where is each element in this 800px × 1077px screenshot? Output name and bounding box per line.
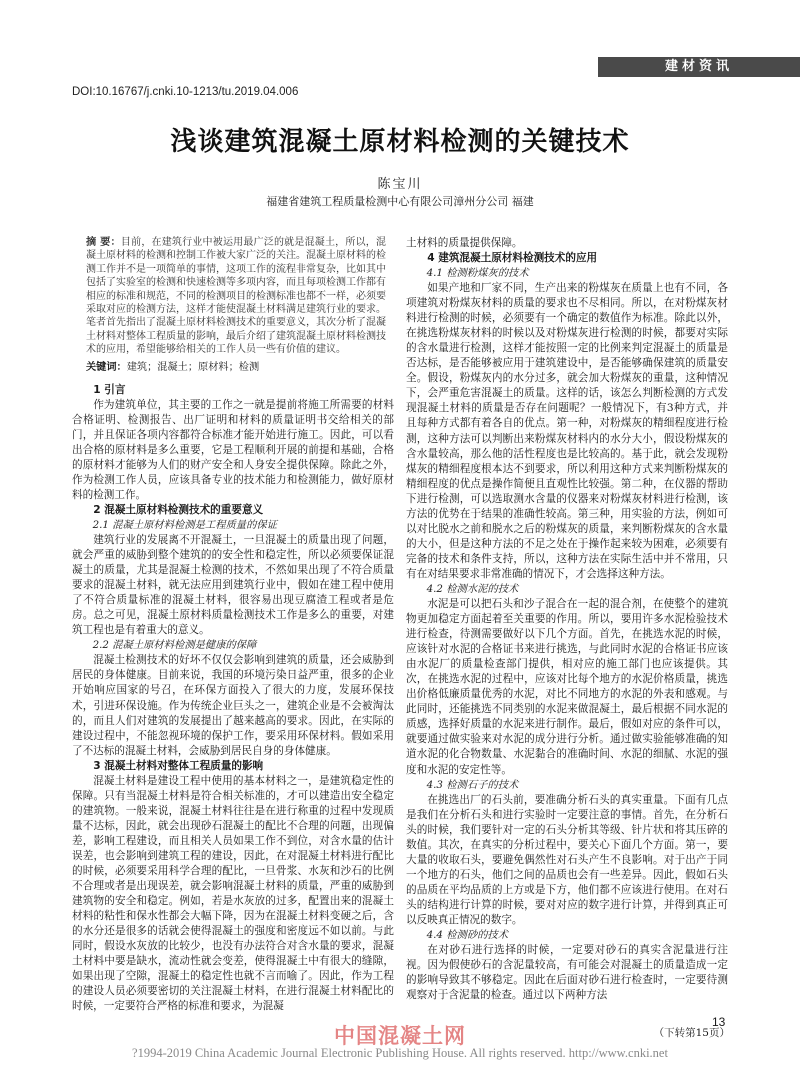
heading-2: 2 混凝土原材料检测技术的重要意义 xyxy=(93,504,264,517)
footer-copyright: ?1994-2019 China Academic Journal Electronic Publishing House. All rights reserved. http://www.cnki.net xyxy=(132,1046,668,1060)
affiliation: 福建省建筑工程质量检测中心有限公司漳州分公司 福建 xyxy=(266,195,534,208)
heading-intro: 1 引言 xyxy=(93,383,126,396)
abstract-text: 目前，在建筑行业中被运用最广泛的就是混凝土，所以，混凝土原材料的检测和控制工作被大家广泛的关注。混凝土原材料的检测工作并不是一项简单的事情，这项工作的流程非常复杂，比如其中包括了实验室的检测和快速检测等多项内容，而且每项检测工作都有相应的标准和规范，不同的检测项目的检测标准也都不一样，必须要采取对应的检测方法，这样才能使混凝土材料满足建筑行业的要求。笔者首先指出了混凝土原材料检测技术的重要意义，其次分析了混凝土材料对整体工程质量的影响，最后介绍了建筑混凝土原材料检测技术的应用，希望能够给相关的工作人员一些有价值的建议。 xyxy=(86,237,386,356)
paragraph-2-1: 建筑行业的发展离不开混凝土，一旦混凝土的质量出现了问题，就会严重的威胁到整个建筑的的安全性和稳定性，所以必须要保证混凝土的质量，尤其是混凝土检测的技术，不然如果出现了不符合质量要求的混凝土材料，就无法应用到建筑行业中，假如在建工程中使用了不符合质量标准的混凝土材料，很容易出现豆腐渣工程或者是危房。总之可见，混凝土原材料质量检测技术工作是多么的重要，对建筑工程也是有着重大的意义。 xyxy=(72,534,394,637)
section-tab: 建材资讯 xyxy=(598,57,800,77)
article-title: 浅谈建筑混凝土原材料检测的关键技术 xyxy=(170,127,630,157)
paragraph-intro: 作为建筑单位，其主要的工作之一就是提前将施工所需要的材料合格证明、检测报告、出厂证明和材料的质量证明书交给相关的部门，并且保证各项内容都符合标准才能开始进行施工。因此，可以看出合格的原材料是多么重要，它是工程顺利开展的前提和基础，合格的原材料才能够为人们的财产安全和人身安全提供保障。除此之外，作为检测工作人员，应该具备专业的技术能力和检测能力，做好原材料的检测工作。 xyxy=(72,398,394,501)
paragraph-4-2: 水泥是可以把石头和沙子混合在一起的混合剂，在使整个的建筑物更加稳定方面起着至关重要的作用。所以，要用许多水泥检验技术进行检查，待测需要做好以下几个方面。首先，在挑选水泥的时候，应该针对水泥的合格证书来进行挑选，与此同时水泥的合格证书应该由水泥厂的质量检查部门提供，相对应的施工部门也应该提供。其次，在挑选水泥的过程中，应该对比每个地方的水泥价格质量，挑选出价格低廉质量优秀的水泥，对比不同地方的水泥的外表和感观。与此同时，还能挑选不同类别的水泥来做混凝土，最后根据不同水泥的质感，选择好质量的水泥来进行制作。最后，假如对应的条件可以，就要通过做实验来对水泥的成分进行分析。通过做实验能够准确的知道水泥的化合物数量、水泥黏合的准确时间、水泥的细腻、水泥的强度和水泥的安定性等。 xyxy=(406,597,728,776)
heading-2-2: 2.2 混凝土原材料检测是健康的保障 xyxy=(92,639,257,652)
abstract xyxy=(72,236,394,357)
paragraph-2-2: 混凝土检测技术的好坏不仅仅会影响到建筑的质量，还会威胁到居民的身体健康。目前来说，我国的环境污染日益严重，很多的企业开始响应国家的号召，在环保方面投入了很大的力度，发展环保技术，引进环保设施。作为传统企业巨头之一，建筑企业是不会被淘汰的，而且人们对建筑的发展提出了越来越高的要求。因此，在实际的建设过程中，不能忽视环境的保护工作，要采用环保材料。假如采用了不达标的混凝土材料，会威胁到居民自身的身体健康。 xyxy=(72,654,394,757)
paragraph-3: 混凝土材料是建设工程中使用的基本材料之一，是建筑稳定性的保障。只有当混凝土材料是符合相关标准的，才可以建造出安全稳定的建筑物。一般来说，混凝土材料往往是在进行称重的过程中发现质量不达标，因此，就会出现砂石混凝土的配比不合理的问题，出现偏差，影响工程建设，而且相关人员如果工作不到位，对含水量的估计误差，也会影响到建筑工程的建设，因此，在对混凝土材料进行配比的时候，必须要采用科学合理的配比，一旦骨浆、水灰和沙石的比例不合理或者是出现误差，就会影响混凝土材料的质量，严重的威胁到建筑物的安全和稳定。例如，若是水灰放的过多，配置出来的混凝土材料的粘性和保水性都会大幅下降，因为在混凝土材料变硬之后，含的水分还是很多的话就会使得混凝土的强度和密度远不如以前。与此同时，假设水灰放的比较少，也没有办法符合对含水量的要求，混凝土材料中要是缺水，流动性就会变差，使得混凝土中有很大的缝隙，如果出现了空隙，混凝土的稳定性也就不言而喻了。因此，作为工程的建设人员必须要密切的关注混凝土材料，在进行混凝土材料配比的时候，一定要符合严格的标准和要求，为混凝 xyxy=(72,774,394,1013)
keywords-label: 关键词： xyxy=(86,361,127,373)
paragraph-4-1: 如果产地和厂家不同，生产出来的粉煤灰在质量上也有不同，各项建筑对粉煤灰材料的质量的要求也不尽相同。所以，在对粉煤灰材料进行检测的时候，必须要有一个确定的数值作为标准。除此以外，在挑选粉煤灰材料的时候以及对粉煤灰进行检测的时候，都要对实际的含水量进行检测，这样才能按照一定的比例来判定混凝土的质量是否达标，是否能够被应用于建筑建设中，是否能够确保建筑的质量安全。假设，粉煤灰内的水分过多，就会加大粉煤灰的重量，这种情况下，会严重危害混凝土的质量。这样的话，该怎么判断检测的方式发现混凝土材料的质量是否存在问题呢？一般情况下，有3种方式，并且每种方式都有着各自的优点。第一种，对粉煤灰的精细程度进行检测，这种方法可以判断出来粉煤灰材料内的水分大小，假设粉煤灰的含水量较高，那么他的活性程度也是比较高的。基于此，就会发现粉煤灰的精细程度根本达不到要求，所以利用这种方式来判断粉煤灰的精细程度的优点是操作简便且直观性比较强。第二种，在仪器的帮助下进行检测，可以选取测水含量的仪器来对粉煤灰材料进行检测，该方法的优势在于结果的准确性较高。第三种，用实验的方法，例如可以对比脱水之前和脱水之后的粉煤灰的质量，来判断粉煤灰的含水量的大小，但是这种方法的不足之处在于操作起来较为困难，必须要有完备的技术和条件支持，所以，这种方法在实际生活中并不常用，只有在对结果要求非常准确的情况下，才会选择这种方法。 xyxy=(406,282,728,580)
continued-note: （下转第15页） xyxy=(653,1027,730,1039)
paragraph-4-4: 在对砂石进行选择的时候，一定要对砂石的真实含泥量进行注视。因为假使砂石的含泥量较高，有可能会对混凝土的质量造成一定的影响导致其不够稳定。因此在后面对砂石进行检查时，一定要待测观察对于含泥量的检查。通过以下两种方法 xyxy=(406,943,728,1002)
heading-3: 3 混凝土材料对整体工程质量的影响 xyxy=(93,759,264,772)
paragraph-4-3: 在挑选出厂的石头前，要准确分析石头的真实重量。下面有几点是我们在分析石头和进行实验时一定要注意的事情。首先，在分析石头的时候，我们要针对一定的石头分析其等级、针片状和将其压碎的数值。其次，在真实的分析过程中，要关心下面几个方面。第一，要大量的收取石头，要避免偶然性对石头产生不良影响。对于出产于同一个地方的石头，他们之间的品质也会有一些差异。因此，假如石头的品质在平均品质的上方或是下方，他们都不应该进行使用。在对石头的结构进行计算的时候，要对对应的数字进行计算，并得到真正可以反映真正情况的数字。 xyxy=(406,793,728,926)
author: 陈宝川 xyxy=(377,177,423,192)
keywords xyxy=(72,357,394,375)
heading-4-4: 4.4 检测砂的技术 xyxy=(426,928,509,941)
right-column xyxy=(406,236,728,1028)
watermark: 中国混凝土网 xyxy=(334,1024,466,1048)
doi: DOI:10.16767/j.cnki.10-1213/tu.2019.04.006 xyxy=(72,86,299,98)
abstract-label: 摘 要： xyxy=(86,237,121,248)
heading-2-1: 2.1 混凝土原材料检测是工程质量的保证 xyxy=(92,519,277,532)
heading-4-1: 4.1 检测粉煤灰的技术 xyxy=(426,267,529,280)
heading-4-3: 4.3 检测石子的技术 xyxy=(426,778,519,791)
keywords-text: 建筑；混凝土；原材料；检测 xyxy=(126,361,260,373)
paragraph-continued: 土材料的质量提供保障。 xyxy=(406,237,523,249)
heading-4-2: 4.2 检测水泥的技术 xyxy=(426,582,519,595)
heading-4: 4 建筑混凝土原材料检测技术的应用 xyxy=(427,252,598,265)
page-number: 13 xyxy=(712,1015,726,1029)
left-column xyxy=(72,236,394,1028)
